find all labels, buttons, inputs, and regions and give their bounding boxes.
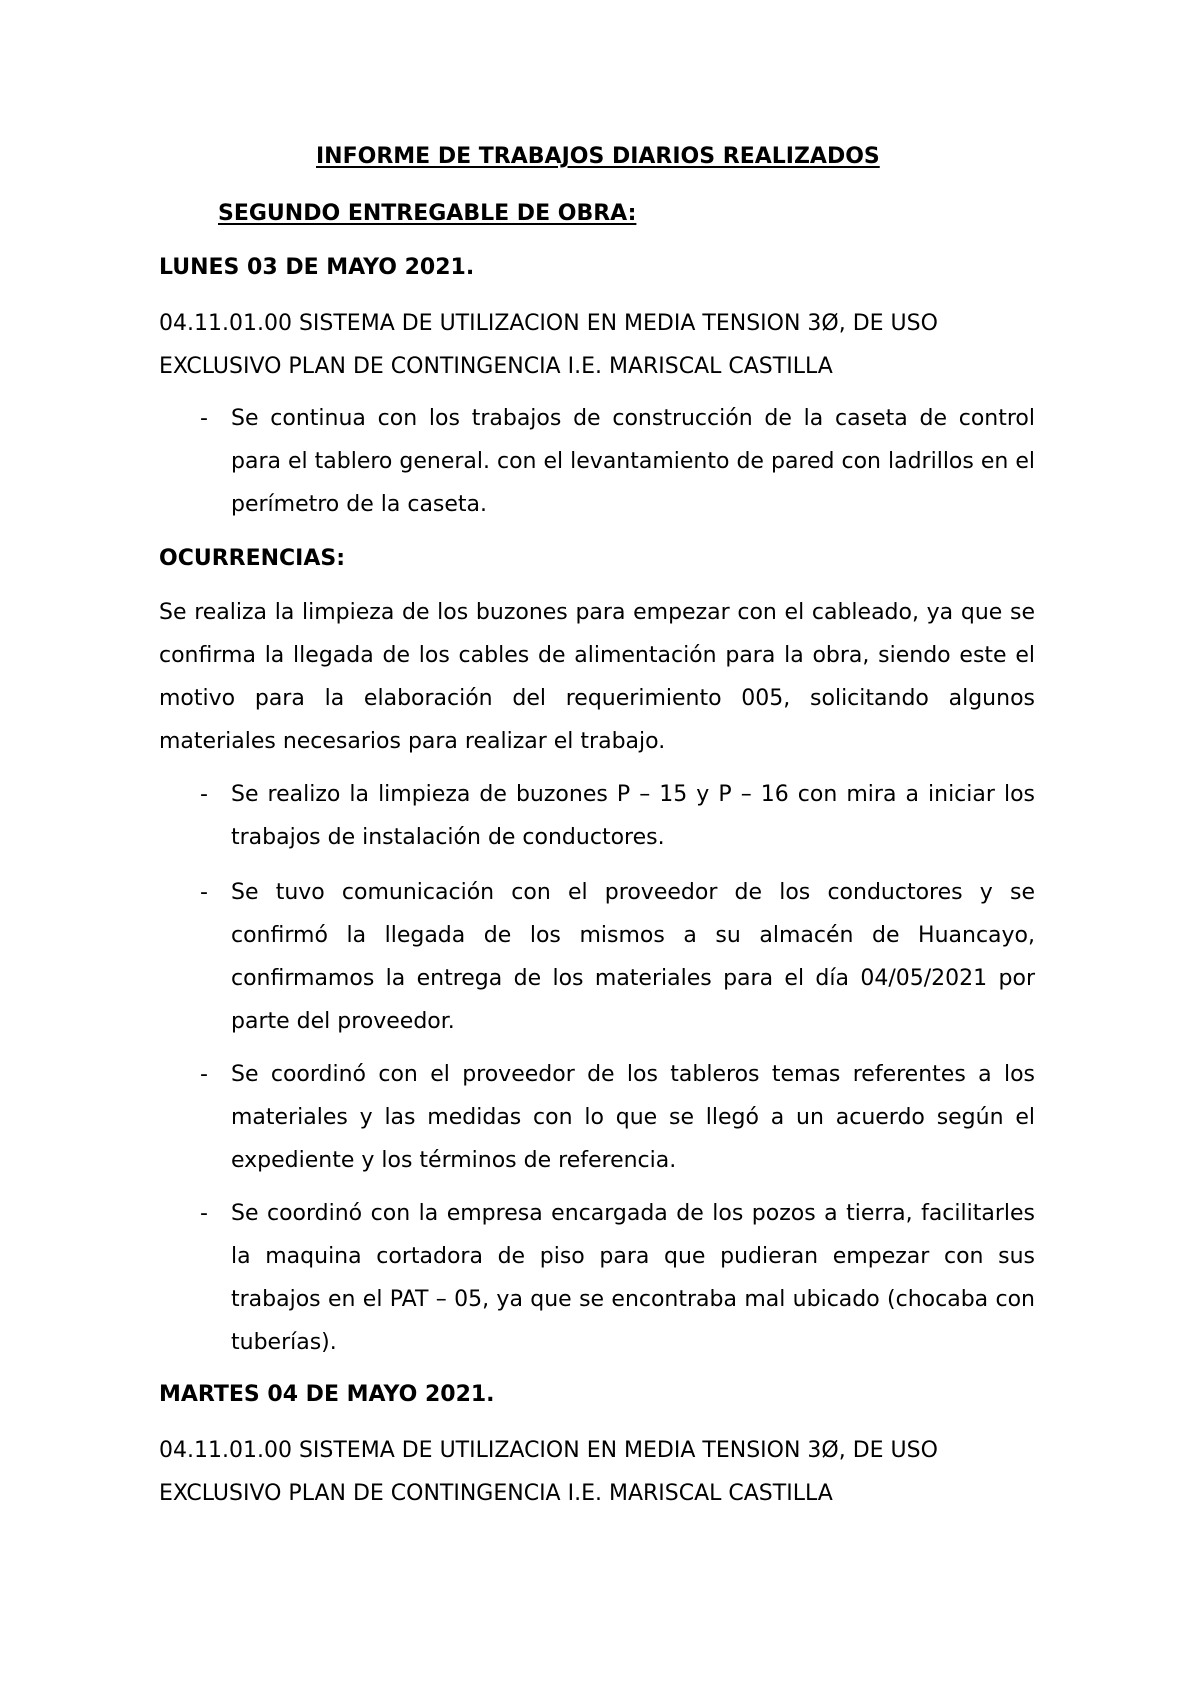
day1-item-line-2: EXCLUSIVO PLAN DE CONTINGENCIA I.E. MARISCAL CASTILLA bbox=[159, 354, 833, 379]
day2-item-line-2: EXCLUSIVO PLAN DE CONTINGENCIA I.E. MARISCAL CASTILLA bbox=[159, 1481, 833, 1506]
occurrence-bullet: Se coordinó con la empresa encargada de los pozos a tierra, facilitarles la maquina cortadora de piso para que pudieran empezar con sus trabajos en el PAT – 05, ya que se encontraba mal ubicado (chocaba con tuberías). bbox=[231, 1201, 1035, 1355]
work-bullet: Se continua con los trabajos de construcción de la caseta de control para el tablero general. con el levantamiento de pared con ladrillos en el perímetro de la caseta. bbox=[231, 406, 1035, 517]
occurrences-paragraph: Se realiza la limpieza de los buzones para empezar con el cableado, ya que se confirma la llegada de los cables de alimentación para la obra, siendo este el motivo para la elaboración del requerimiento 005, solicitando algunos materiales necesarios para realizar el trabajo. bbox=[159, 600, 1035, 754]
day1-item-line-1: 04.11.01.00 SISTEMA DE UTILIZACION EN MEDIA TENSION 3Ø, DE USO bbox=[159, 311, 938, 336]
day2-item-line-1: 04.11.01.00 SISTEMA DE UTILIZACION EN MEDIA TENSION 3Ø, DE USO bbox=[159, 1438, 938, 1463]
bullet-marker: - bbox=[200, 880, 208, 905]
day1-date-heading: LUNES 03 DE MAYO 2021. bbox=[159, 255, 475, 280]
occurrence-bullet: Se coordinó con el proveedor de los tableros temas referentes a los materiales y las medidas con lo que se llegó a un acuerdo según el expediente y los términos de referencia. bbox=[231, 1062, 1035, 1173]
document-title: INFORME DE TRABAJOS DIARIOS REALIZADOS bbox=[316, 144, 880, 169]
document-subtitle: SEGUNDO ENTREGABLE DE OBRA: bbox=[218, 201, 637, 226]
day2-date-heading: MARTES 04 DE MAYO 2021. bbox=[159, 1382, 495, 1407]
occurrence-bullet: Se tuvo comunicación con el proveedor de los conductores y se confirmó la llegada de los mismos a su almacén de Huancayo, confirmamos la entrega de los materiales para el día 04/05/2021 por parte del proveedor. bbox=[231, 880, 1035, 1034]
occurrences-heading: OCURRENCIAS: bbox=[159, 546, 346, 571]
bullet-marker: - bbox=[200, 1201, 208, 1226]
bullet-marker: - bbox=[200, 1062, 208, 1087]
bullet-marker: - bbox=[200, 406, 208, 431]
occurrence-bullet: Se realizo la limpieza de buzones P – 15 y P – 16 con mira a iniciar los trabajos de instalación de conductores. bbox=[231, 782, 1035, 850]
bullet-marker: - bbox=[200, 782, 208, 807]
